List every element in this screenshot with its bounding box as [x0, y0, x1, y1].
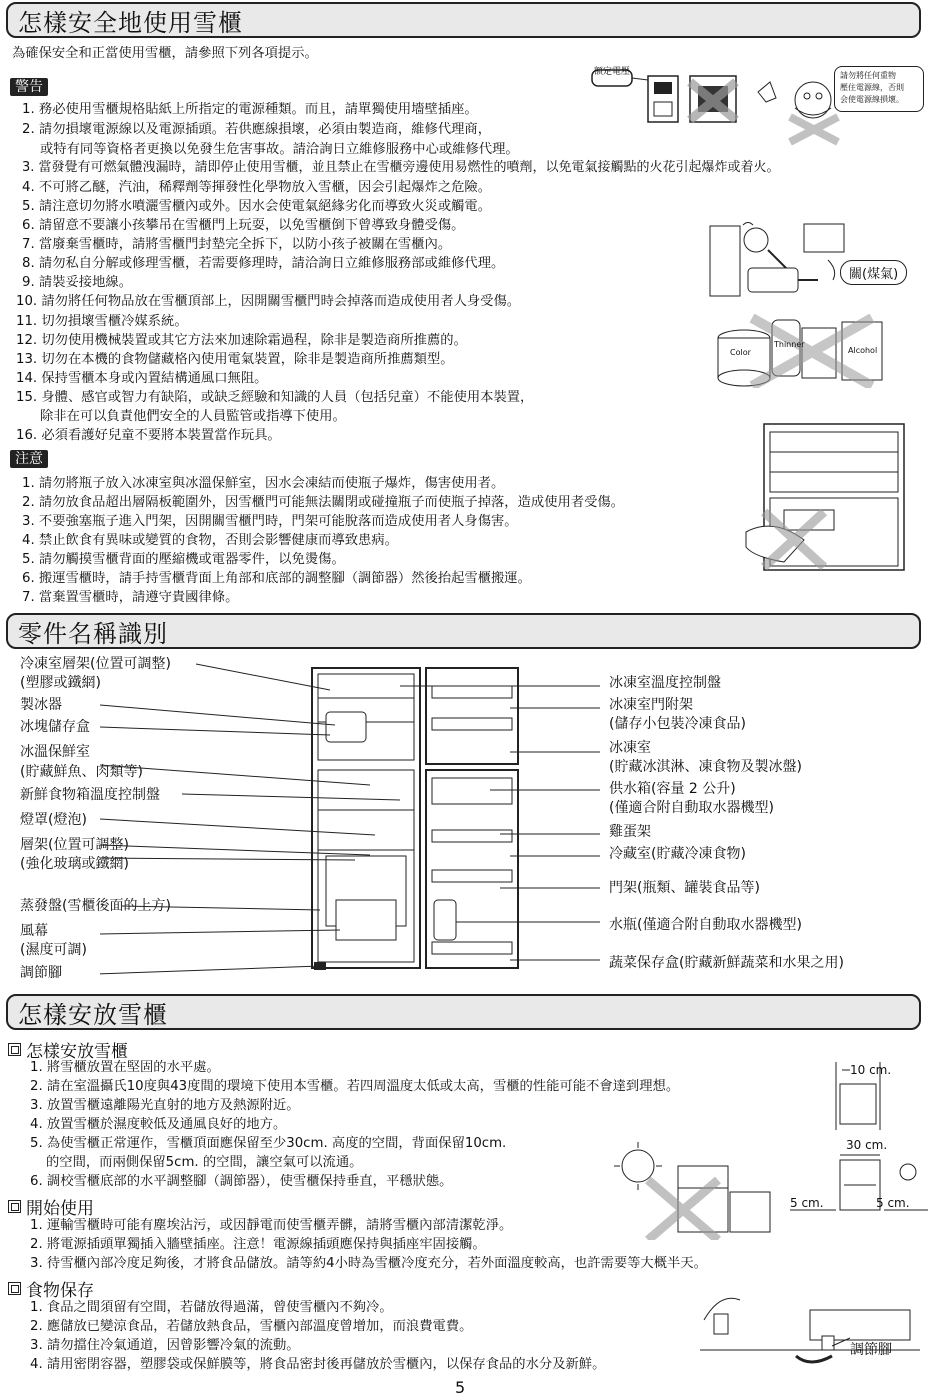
start-use-subheading: 開始使用 — [26, 1199, 94, 1219]
heavy-object-note: 壓住電源線，否則 — [840, 83, 904, 92]
install-item: 3. 放置雪櫃遠離陽光直射的地方及熱源附近。 — [30, 1098, 300, 1113]
caution-item: 1. 請勿將瓶子放入冰凍室與冰溫保鮮室，因水会凍結而使瓶子爆炸，傷害使用者。 — [22, 476, 505, 491]
can-alcohol-label: Alcohol — [848, 346, 878, 355]
warning-item: 13. 切勿在本機的食物儲藏格內使用電氣裝置，除非是製造商所推薦類型。 — [16, 352, 454, 367]
warning-item: 7. 當廢棄雪櫃時，請將雪櫃門封墊完全拆下，以防小孩子被關在雪櫃內。 — [22, 237, 452, 252]
food-storage-item: 2. 應儲放已變涼食品，若儲放熱食品，雪櫃內部溫度曾增加，而浪費電費。 — [30, 1319, 473, 1334]
sun-heat-illustration — [608, 1140, 778, 1240]
part-label: 製冰器 — [20, 697, 62, 713]
gas-label: 關(煤氣) — [849, 267, 899, 282]
part-label: 冰凍室門附架 — [609, 697, 693, 713]
part-label: 雞蛋架 — [609, 824, 651, 840]
warning-item: 5. 請注意切勿將水噴灑雪櫃內或外。因水会使電氣絕緣劣化而導致火災或觸電。 — [22, 199, 492, 214]
caution-badge: 注意 — [10, 450, 48, 468]
part-label: (貯藏冰淇淋、凍食物及製冰盤) — [609, 759, 802, 775]
part-label: 層架(位置可調整) — [20, 837, 129, 853]
warning-item: 2. 請勿損壞電源線以及電源插頭。若供應線損壞，必須由製造商，維修代理商， — [22, 122, 492, 137]
placement-section-header — [6, 994, 921, 1030]
warning-item: 或特有同等資格者更換以免發生危害事故。請洽詢日立維修服務中心或維修代理。 — [40, 142, 519, 157]
install-item: 2. 請在室溫攝氏10度與43度間的環境下使用本雪櫃。若四周溫度太低或太高，雪櫃的性能可能不會達到理想。 — [30, 1079, 680, 1094]
start-use-subheader — [8, 1194, 94, 1219]
part-label: (儲存小包裝冷凍食品) — [609, 716, 746, 732]
part-label: 冷藏室(貯藏冷凍食物) — [609, 846, 746, 862]
part-label: 調節腳 — [20, 965, 62, 981]
warning-item: 除非在可以負責他們安全的人員監管或指導下使用。 — [40, 409, 346, 424]
warning-item: 8. 請勿私自分解或修理雪櫃，若需要修理時，請洽詢日立維修服務部或維修代理。 — [22, 256, 505, 271]
part-label: (僅適合附自動取水器機型) — [609, 800, 774, 816]
dim-30cm-label: 30 cm. — [846, 1138, 888, 1152]
part-label: 門架(瓶類、罐裝食品等) — [609, 880, 760, 896]
install-item: 5. 為使雪櫃正常運作，雪櫃頂面應保留至少30cm. 高度的空間，背面保留10cm. — [30, 1136, 507, 1151]
can-color-label: Color — [730, 348, 751, 357]
parts-section-header — [6, 613, 921, 649]
part-label: 冷凍室層架(位置可調整) — [20, 656, 171, 672]
dim-5cm-right-label: 5 cm. — [876, 1196, 910, 1210]
dim-5cm-left-label: 5 cm. — [790, 1196, 824, 1210]
part-label: 燈罩(燈泡) — [20, 812, 87, 828]
checkbox-square-icon — [8, 1043, 21, 1056]
checkbox-square-icon — [8, 1282, 21, 1295]
warning-item: 16. 必須看護好兒童不要將本裝置當作玩具。 — [16, 428, 281, 443]
caution-item: 3. 不要強塞瓶子進入門架，因開關雪櫃門時，門架可能脫落而造成使用者人身傷害。 — [22, 514, 518, 529]
part-label: 蔬菜保存盒(貯藏新鮮蔬菜和水果之用) — [609, 955, 844, 971]
part-label: 水瓶(僅適合附自動取水器機型) — [609, 917, 802, 933]
dim-10cm-label: 10 cm. — [850, 1063, 892, 1077]
warning-item: 9. 請裝妥接地線。 — [22, 275, 132, 290]
part-label: 冰塊儲存盒 — [20, 719, 90, 735]
fridge-shelf-illustration — [744, 422, 924, 572]
part-label: 冰凍室 — [609, 740, 651, 756]
part-label: (強化玻璃或鐵網) — [20, 856, 129, 872]
warning-item: 11. 切勿損壞雪櫃冷媒系統。 — [16, 314, 188, 329]
install-item: 的空間，而兩側保留5cm. 的空間，讓空氣可以流通。 — [46, 1155, 363, 1170]
install-subheader — [8, 1037, 128, 1062]
warning-item: 6. 請留意不要讓小孩攀吊在雪櫃門上玩耍，以免雪櫃倒下曾導致身體受傷。 — [22, 218, 465, 233]
caution-item: 4. 禁止飲食有異味或變質的食物，否則会影響健康而導致患病。 — [22, 533, 398, 548]
install-item: 1. 將雪櫃放置在堅固的水平處。 — [30, 1060, 220, 1075]
warning-item: 4. 不可將乙醚，汽油，稀釋劑等揮發性化學物放入雪櫃，因会引起爆炸之危險。 — [22, 180, 492, 195]
warning-item: 14. 保持雪櫃本身或內置結構通風口無阻。 — [16, 371, 268, 386]
part-label: 新鮮食物箱溫度控制盤 — [20, 787, 160, 803]
warning-item: 15. 身體、感官或智力有缺陷，或缺乏經驗和知識的人員（包括兒童）不能使用本裝置， — [16, 390, 534, 405]
intro-text: 為確保安全和正當使用雪櫃，請參照下列各項提示。 — [12, 46, 318, 61]
caution-item: 6. 搬運雪櫃時，請手持雪櫃背面上角部和底部的調整腳（調節器）然後抬起雪櫃搬運。 — [22, 571, 531, 586]
part-label: 蒸發盤(雪櫃後面的上方) — [20, 898, 171, 914]
install-item: 4. 放置雪櫃於濕度較低及通風良好的地方。 — [30, 1117, 287, 1132]
warning-item: 1. 務必使用雪櫃規格貼紙上所指定的電源種類。而且，請單獨使用墻壁插座。 — [22, 102, 478, 117]
start-use-item: 1. 運輸雪櫃時可能有塵埃沾污，或因靜電而使雪櫃弄髒，請將雪櫃內部清潔乾淨。 — [30, 1218, 513, 1233]
caution-item: 5. 請勿觸摸雪櫃背面的壓縮機或電器零件，以免燙傷。 — [22, 552, 345, 567]
start-use-item: 2. 將電源插頭單獨插入牆壁插座。注意！電源線插頭應保持與插座牢固接觸。 — [30, 1237, 486, 1252]
fridge-parts-diagram — [100, 660, 600, 980]
caution-item: 2. 請勿放食品超出層隔板範圍外，因雪櫃門可能無法關閉或碰撞瓶子而使瓶子掉落，造成使用者受傷。 — [22, 495, 624, 510]
part-label: 冰凍室溫度控制盤 — [609, 675, 721, 691]
warning-item: 12. 切勿使用機械裝置或其它方法來加速除霜過程，除非是製造商所推薦的。 — [16, 333, 467, 348]
part-label: (濕度可調) — [20, 942, 87, 958]
install-subheading: 怎樣安放雪櫃 — [26, 1042, 128, 1062]
caution-item: 7. 當棄置雪櫃時，請遵守貴國律條。 — [22, 590, 239, 605]
rated-voltage-label: 額定電壓 — [594, 67, 631, 77]
part-label: 冰溫保鮮室 — [20, 744, 90, 760]
heavy-object-note: 請勿將任何重物 — [840, 71, 896, 80]
adjuster-label: 調節腳 — [850, 1342, 892, 1358]
food-storage-subheading: 食物保存 — [26, 1281, 94, 1301]
gas-bubble — [840, 260, 907, 285]
heavy-object-note-box — [834, 66, 924, 112]
heavy-object-note: 会使電源線損壞。 — [840, 95, 904, 104]
start-use-item: 3. 待雪櫃內部冷度足夠後，才將食品儲放。請等約4小時為雪櫃冷度充分，若外面溫度較高，也許需要等大概半天。 — [30, 1256, 707, 1271]
part-label: 風幕 — [20, 923, 48, 939]
food-storage-item: 3. 請勿擋住冷氣通道，因曾影響冷氣的流動。 — [30, 1338, 300, 1353]
warning-item: 10. 請勿將任何物品放在雪櫃頂部上，因開關雪櫃門時会掉落而造成使用者人身受傷。 — [16, 294, 521, 309]
warning-badge: 警告 — [10, 78, 48, 96]
part-label: 供水箱(容量 2 公升) — [609, 781, 736, 797]
placement-section-title: 怎樣安放雪櫃 — [18, 1000, 168, 1029]
food-storage-subheader — [8, 1276, 94, 1301]
food-storage-item: 1. 食品之間須留有空間，若儲放得過滿，曾使雪櫃內不夠冷。 — [30, 1300, 393, 1315]
gas-leak-illustration — [708, 220, 848, 305]
checkbox-square-icon — [8, 1200, 21, 1213]
part-label: (貯藏鮮魚、肉類等) — [20, 764, 143, 780]
part-label: (塑膠或鐵網) — [20, 675, 101, 691]
page-number: 5 — [455, 1378, 466, 1395]
can-thinner-label: Thinner — [774, 340, 805, 349]
safety-section-header — [6, 2, 921, 38]
install-item: 6. 調校雪櫃底部的水平調整腳（調節器），使雪櫃保持垂直，平穩狀態。 — [30, 1174, 453, 1189]
safety-section-title: 怎樣安全地使用雪櫃 — [18, 8, 243, 37]
food-storage-item: 4. 請用密閉容器，塑膠袋或保鮮膜等，將食品密封後再儲放於雪櫃內，以保存食品的水分及新鮮。 — [30, 1357, 606, 1372]
warning-item: 3. 當發覺有可燃氣體洩漏時，請即停止使用雪櫃，並且禁止在雪櫃旁邊使用易燃性的噴劑，以免電氣接觸點的火花引起爆炸或着火。 — [22, 160, 780, 175]
parts-section-title: 零件名稱識別 — [18, 619, 168, 648]
